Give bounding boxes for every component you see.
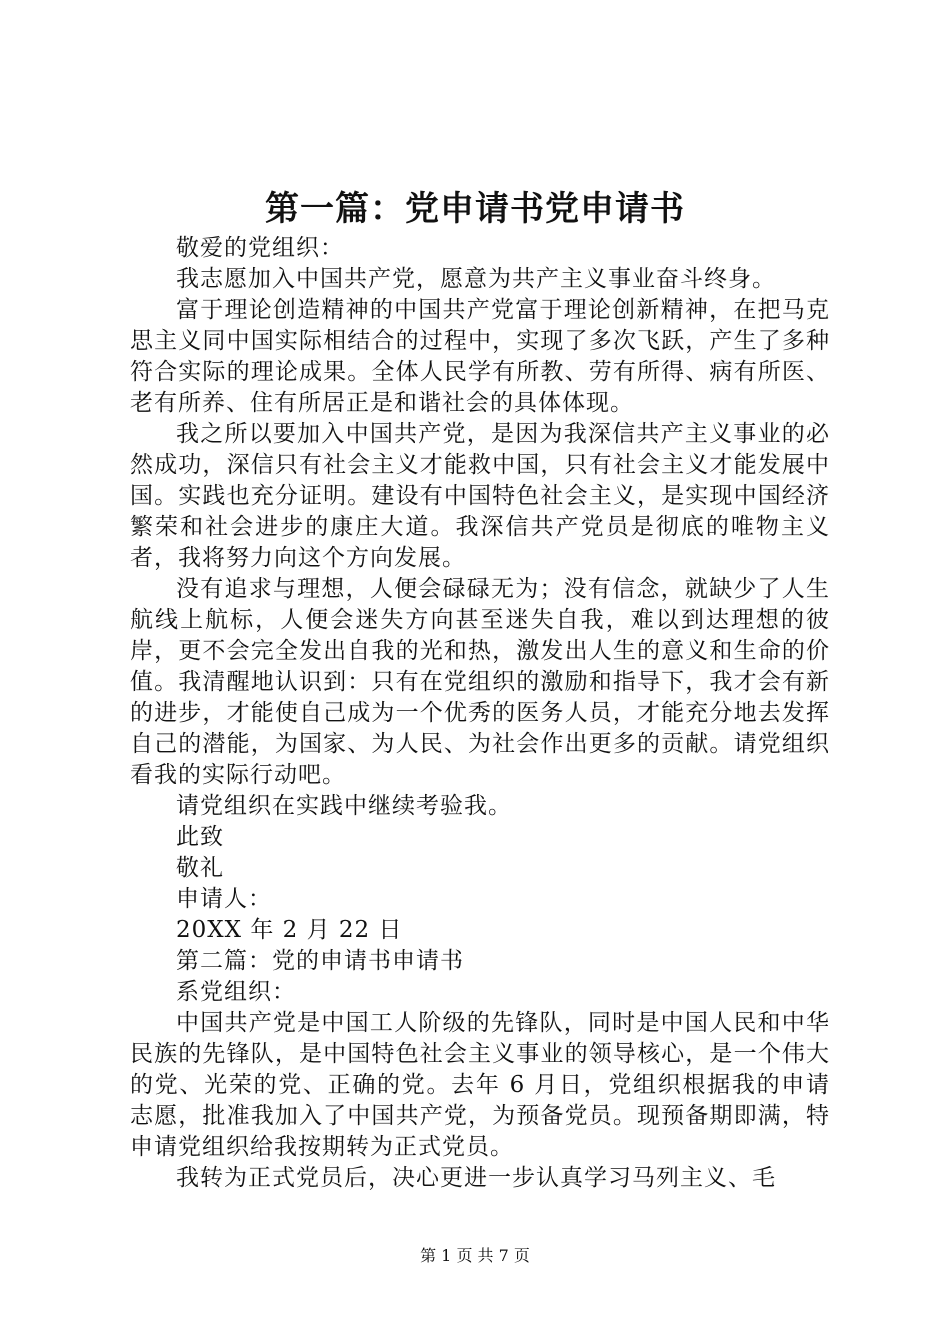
applicant-line: 申请人： bbox=[176, 886, 272, 912]
paragraph: 富于理论创造精神的中国共产党富于理论创新精神，在把马克思主义同中国实际相结合的过程中，实现了多次飞跃，产生了多种符合实际的理论成果。全体人民学有所教、劳有所得、病有所医、老有所养、住有所居正是和谐社会的具体体现。 bbox=[130, 297, 830, 416]
section-heading: 第二篇：党的申请书申请书 bbox=[176, 948, 464, 974]
paragraph: 我之所以要加入中国共产党，是因为我深信共产主义事业的必然成功，深信只有社会主义才能救中国，只有社会主义才能发展中国。实践也充分证明。建设有中国特色社会主义，是实现中国经济繁荣和社会进步的康庄大道。我深信共产党员是彻底的唯物主义者，我将努力向这个方向发展。 bbox=[130, 421, 830, 571]
document-title: 第一篇：党申请书党申请书 bbox=[265, 189, 685, 229]
closing-line: 敬礼 bbox=[176, 855, 224, 881]
closing-line: 请党组织在实践中继续考验我。 bbox=[176, 793, 512, 819]
paragraph: 我转为正式党员后，决心更进一步认真学习马列主义、毛 bbox=[176, 1165, 776, 1191]
document-body bbox=[130, 233, 830, 1194]
paragraph: 没有追求与理想，人便会碌碌无为；没有信念，就缺少了人生航线上航标，人便会迷失方向甚至迷失自我，难以到达理想的彼岸，更不会完全发出自我的光和热，激发出人生的意义和生命的价值。我清醒地认识到：只有在党组织的激励和指导下，我才会有新的进步，才能使自己成为一个优秀的医务人员，才能充分地去发挥自己的潜能，为国家、为人民、为社会作出更多的贡献。请党组织看我的实际行动吧。 bbox=[130, 576, 830, 788]
greeting: 敬爱的党组织： bbox=[176, 235, 344, 261]
paragraph: 中国共产党是中国工人阶级的先锋队，同时是中国人民和中华民族的先锋队，是中国特色社会主义事业的领导核心，是一个伟大的党、光荣的党、正确的党。去年 6 月日，党组织根据我的申请志愿，批准我加入了中国共产党，为预备党员。现预备期即满，特申请党组织给我按期转为正式党员。 bbox=[130, 1010, 830, 1160]
date-line: 20XX 年 2 月 22 日 bbox=[176, 917, 403, 943]
greeting-2: 系党组织： bbox=[176, 979, 296, 1005]
closing-line: 此致 bbox=[176, 824, 224, 850]
paragraph: 我志愿加入中国共产党，愿意为共产主义事业奋斗终身。 bbox=[176, 266, 776, 292]
page-footer: 第 1 页 共 7 页 bbox=[420, 1246, 530, 1265]
